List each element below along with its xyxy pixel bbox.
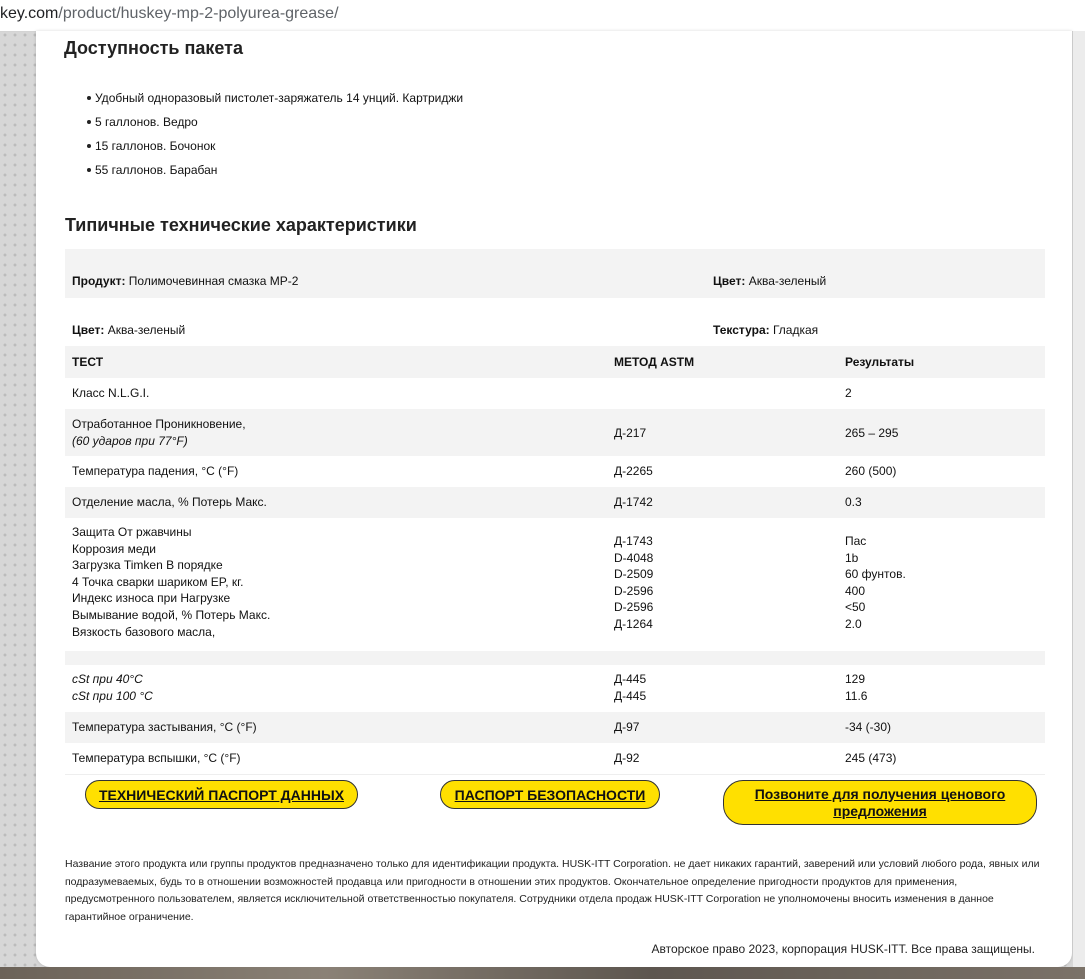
test-line: Коррозия меди bbox=[72, 541, 156, 556]
method-line: D-2509 bbox=[614, 567, 654, 582]
test-cell: Температура застывания, °C (°F) bbox=[72, 720, 257, 734]
table-row bbox=[65, 378, 1045, 409]
result-cell: 0.3 bbox=[845, 495, 862, 509]
test-line: Вязкость базового масла, bbox=[72, 624, 216, 639]
method-line: Д-1264 bbox=[614, 616, 653, 631]
result-line: 129 bbox=[845, 672, 866, 686]
url-host: key.com bbox=[0, 5, 59, 22]
scrollbar[interactable] bbox=[1073, 31, 1085, 967]
result-line: 1b bbox=[845, 550, 859, 565]
color-label: Цвет: bbox=[713, 274, 746, 288]
result-line: Пас bbox=[845, 534, 867, 548]
color2-cell bbox=[72, 323, 185, 337]
table-row bbox=[65, 456, 1045, 487]
method-cell bbox=[614, 533, 653, 633]
method-cell: Д-1742 bbox=[614, 495, 653, 509]
texture-label: Текстура: bbox=[713, 323, 770, 337]
test-cell: Температура вспышки, °C (°F) bbox=[72, 751, 241, 765]
list-item: 5 галлонов. Ведро bbox=[95, 111, 463, 135]
color-cell bbox=[713, 274, 826, 288]
table-row bbox=[65, 249, 1045, 298]
method-line: D-2596 bbox=[614, 600, 654, 615]
specs-title: Типичные технические характеристики bbox=[65, 215, 417, 235]
test-line: cSt при 100 °C bbox=[72, 688, 153, 703]
table-header bbox=[65, 346, 1045, 378]
method-line: D-4048 bbox=[614, 550, 654, 565]
list-item: 55 галлонов. Барабан bbox=[95, 159, 463, 183]
method-line: Д-1743 bbox=[614, 534, 653, 548]
table-row bbox=[65, 487, 1045, 518]
result-line: <50 bbox=[845, 600, 866, 615]
url-text[interactable] bbox=[0, 5, 339, 23]
package-title: Доступность пакета bbox=[64, 38, 243, 58]
sds-button[interactable]: ПАСПОРТ БЕЗОПАСНОСТИ bbox=[440, 780, 660, 809]
table-row bbox=[65, 712, 1045, 743]
method-line: D-2596 bbox=[614, 583, 654, 598]
test-cell bbox=[72, 416, 246, 449]
list-item: 15 галлонов. Бочонок bbox=[95, 135, 463, 159]
method-cell: Д-92 bbox=[614, 751, 640, 765]
list-item: Удобный одноразовый пистолет-заряжатель 14 унций. Картриджи bbox=[95, 87, 463, 111]
test-note: (60 ударов при 77°F) bbox=[72, 433, 188, 448]
address-bar[interactable] bbox=[0, 0, 1085, 32]
package-list bbox=[95, 87, 463, 183]
method-line: Д-445 bbox=[614, 688, 647, 703]
method-line: Д-445 bbox=[614, 672, 647, 686]
product-value: Полимочевинная смазка MP-2 bbox=[128, 274, 299, 288]
request-quote-button[interactable]: Позвоните для получения ценового предложения bbox=[723, 780, 1037, 825]
result-cell bbox=[845, 671, 867, 704]
test-cell: Отделение масла, % Потерь Макс. bbox=[72, 495, 267, 509]
background-strip bbox=[0, 967, 1085, 979]
texture-value: Гладкая bbox=[772, 323, 819, 337]
product-label: Продукт: bbox=[72, 274, 126, 288]
tds-button[interactable]: ТЕХНИЧЕСКИЙ ПАСПОРТ ДАННЫХ bbox=[85, 780, 358, 809]
texture-cell bbox=[713, 323, 818, 337]
test-line: 4 Точка сварки шариком EP, кг. bbox=[72, 574, 244, 589]
color-value: Аква-зеленый bbox=[748, 274, 827, 288]
disclaimer-text: Название этого продукта или группы продуктов предназначено только для идентификации продукта. HUSK-ITT Corporation. не дает никаких гарантий, заверений или условий любого рода, явных или подразумеваемых, будь то в отношении возможностей продавца или пригодности в отношении этих продуктов. Окончательное определение пригодности продуктов для применения, предусмотренного пользователем, является исключительной ответственностью покупателя. Сотрудники отдела продаж HUSK-ITT Corporation не уполномочены вносить изменения в данное гарантийное ограничение. bbox=[65, 858, 1040, 923]
result-line: 11.6 bbox=[845, 688, 868, 703]
result-cell: 260 (500) bbox=[845, 464, 897, 478]
test-cell: Класс N.L.G.I. bbox=[72, 386, 150, 400]
table-row bbox=[65, 743, 1045, 775]
method-cell bbox=[614, 671, 646, 704]
table-row bbox=[65, 665, 1045, 712]
table-divider bbox=[65, 651, 1045, 665]
test-cell bbox=[72, 524, 270, 640]
result-cell: 245 (473) bbox=[845, 751, 897, 765]
specs-table bbox=[65, 249, 1045, 775]
product-page bbox=[36, 31, 1072, 967]
test-cell: Температура падения, °C (°F) bbox=[72, 464, 239, 478]
method-cell: Д-217 bbox=[614, 426, 647, 440]
test-line: cSt при 40°C bbox=[72, 672, 143, 686]
method-cell: Д-2265 bbox=[614, 464, 653, 478]
result-line: 400 bbox=[845, 583, 866, 598]
url-path: /product/huskey-mp-2-polyurea-grease/ bbox=[58, 5, 339, 22]
color2-value: Аква-зеленый bbox=[107, 323, 186, 337]
test-line: Загрузка Timken В порядке bbox=[72, 558, 223, 573]
result-line: 60 фунтов. bbox=[845, 567, 906, 582]
table-row bbox=[65, 298, 1045, 346]
test-label: Отработанное Проникновение, bbox=[72, 417, 246, 431]
result-cell: 265 – 295 bbox=[845, 426, 899, 440]
result-cell bbox=[845, 533, 906, 633]
test-line: Вымывание водой, % Потерь Макс. bbox=[72, 607, 271, 622]
header-test: ТЕСТ bbox=[72, 355, 104, 369]
test-cell bbox=[72, 671, 153, 704]
header-results: Результаты bbox=[845, 355, 915, 369]
result-line: 2.0 bbox=[845, 616, 862, 631]
copyright-text: Авторское право 2023, корпорация HUSK-ITT. Все права защищены. bbox=[651, 942, 1035, 956]
table-row bbox=[65, 409, 1045, 456]
result-cell: -34 (-30) bbox=[845, 720, 892, 734]
result-cell: 2 bbox=[845, 386, 852, 400]
table-row bbox=[65, 518, 1045, 651]
product-cell bbox=[72, 274, 298, 288]
color2-label: Цвет: bbox=[72, 323, 105, 337]
header-method: МЕТОД ASTM bbox=[614, 355, 695, 369]
test-line: Защита От ржавчины bbox=[72, 525, 192, 539]
test-line: Индекс износа при Нагрузке bbox=[72, 591, 231, 606]
method-cell: Д-97 bbox=[614, 720, 640, 734]
